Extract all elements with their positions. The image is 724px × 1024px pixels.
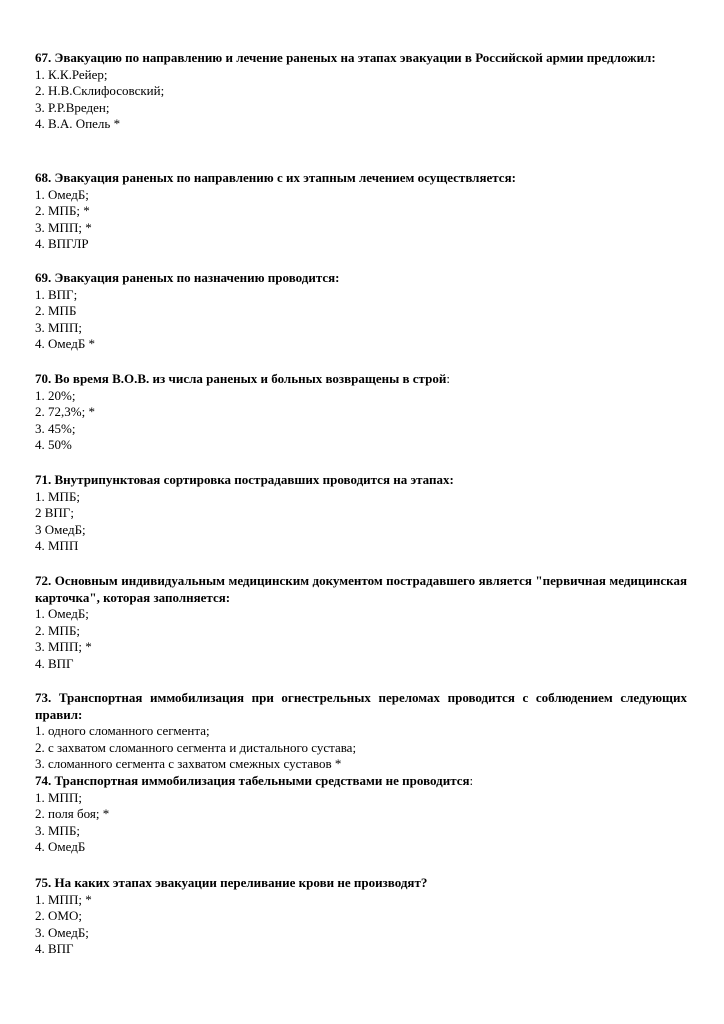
answer-option: 3. ОмедБ; (35, 924, 89, 940)
question-title (35, 773, 687, 790)
answer-option: 3 ОмедБ; (35, 521, 86, 537)
question-title: 71. Внутрипунктовая сортировка пострадавших проводится на этапах: (35, 472, 454, 487)
answer-option: 4. 50% (35, 437, 72, 453)
answer-option: 4. ОмедБ (35, 839, 86, 855)
answer-option: 1. МПП; * (35, 891, 92, 907)
question-72 (35, 573, 687, 673)
question-67 (35, 50, 687, 133)
answer-option: 2. Н.В.Склифосовский; (35, 83, 165, 99)
question-title: 69. Эвакуация раненых по назначению проводится: (35, 270, 340, 285)
answer-option: 2. 72,3%; * (35, 404, 95, 420)
answer-option: 4. МПП (35, 538, 79, 554)
answer-option: 3. МПП; * (35, 219, 92, 235)
answer-option: 3. Р.Р.Вреден; (35, 99, 110, 115)
answer-option: 3. сломанного сегмента с захватом смежных суставов * (35, 756, 342, 772)
answer-option: 2. МПБ (35, 303, 77, 319)
question-69 (35, 270, 687, 353)
answer-option: 1. 20%; (35, 387, 76, 403)
answer-option: 1. одного сломанного сегмента; (35, 723, 210, 739)
answer-option: 2. МПБ; (35, 622, 81, 638)
question-title: 67. Эвакуацию по направлению и лечение раненых на этапах эвакуации в Российской армии предложил: (35, 50, 656, 65)
answer-option: 4. ОмедБ * (35, 336, 96, 352)
answer-option: 1. МПБ; (35, 488, 81, 504)
answer-option: 4. ВПГ (35, 941, 74, 957)
question-title (35, 371, 687, 388)
question-68 (35, 170, 687, 253)
answer-option: 1. К.К.Рейер; (35, 66, 108, 82)
question-title-colon: : (469, 772, 474, 788)
answer-option: 2. ОМО; (35, 908, 82, 924)
answer-option: 4. ВПГЛР (35, 236, 89, 252)
answer-option: 1. ОмедБ; (35, 186, 89, 202)
question-title-text: 74. Транспортная иммобилизация табельными средствами не проводится (35, 772, 470, 788)
answer-option: 3. МПП; (35, 319, 82, 335)
question-title-text: 70. Во время В.О.В. из числа раненых и больных возвращены в строй (35, 371, 447, 386)
question-73 (35, 690, 687, 856)
answer-option: 1. ОмедБ; (35, 606, 89, 622)
answer-option: 2 ВПГ; (35, 505, 74, 521)
question-70 (35, 371, 687, 454)
answer-option: 1. МПП; (35, 789, 82, 805)
question-title: 72. Основным индивидуальным медицинским документом пострадавшего является "первичная медицинская карточка", которая заполняется: (35, 573, 687, 605)
question-71 (35, 472, 687, 555)
question-title: 73. Транспортная иммобилизация при огнестрельных переломах проводится с соблюдением следующих правил: (35, 690, 687, 722)
question-title: 68. Эвакуация раненых по направлению с их этапным лечением осуществляется: (35, 170, 516, 185)
question-title-colon: : (446, 371, 450, 386)
question-75 (35, 875, 687, 958)
answer-option: 1. ВПГ; (35, 286, 78, 302)
answer-option: 3. 45%; (35, 420, 76, 436)
answer-option: 2. с захватом сломанного сегмента и дистального сустава; (35, 739, 357, 755)
answer-option: 4. ВПГ (35, 655, 74, 671)
answer-option: 4. В.А. Опель * (35, 116, 121, 132)
question-title: 75. На каких этапах эвакуации переливание крови не производят? (35, 875, 428, 890)
answer-option: 2. МПБ; * (35, 203, 90, 219)
answer-option: 2. поля боя; * (35, 806, 110, 822)
answer-option: 3. МПП; * (35, 639, 92, 655)
answer-option: 3. МПБ; (35, 822, 81, 838)
